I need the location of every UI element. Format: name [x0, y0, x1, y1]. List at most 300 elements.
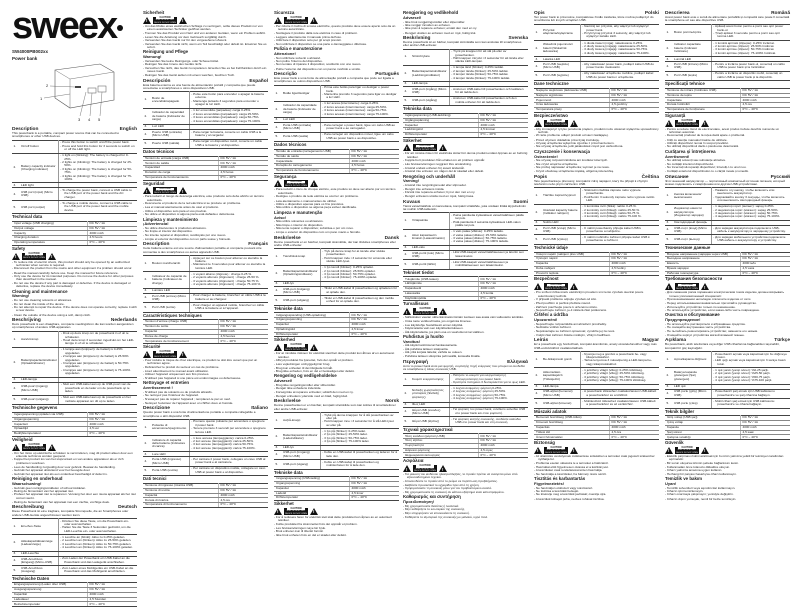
caution-text: RISK OF ELECTRIC SHOCK DO NOT OPEN — [154, 189, 176, 194]
bullet-item: - 2 luci accese (lampeggianti): carica 25-50%. — [191, 440, 266, 443]
bullet-item: - Stisknutím tlačítka zapnete nebo vypnete powerbanku. — [582, 189, 657, 196]
exclamation-mark: ! — [442, 309, 444, 315]
bullet-item: - 3 diody świecą (migają): naładowanie 50-75%. — [582, 48, 657, 51]
item-notes — [59, 331, 137, 347]
warning-heading: Advarsel! — [403, 14, 422, 20]
spec-value: 4000 мАч — [740, 262, 790, 267]
description-title: Popis — [534, 174, 548, 180]
spec-label: Temperatura pracy — [534, 107, 609, 112]
spec-value: 4000 mAh — [218, 493, 268, 498]
bullet-item: - 3 lampjes aan (knipperen): de batterij is 50-75% opgeladen. — [61, 362, 136, 369]
spec-value: 4000 mAh — [87, 592, 137, 597]
item-label: Porta USB (saída) — [282, 132, 321, 142]
item-number: 2. — [12, 535, 20, 551]
spec-value: DC 5V / 1A — [218, 320, 268, 325]
item-label: Wskaźnik pojemności baterii (Wskaźnik ładowania) — [542, 40, 581, 56]
language-section-de — [143, 11, 268, 78]
description-title: Beskrivelse — [274, 235, 301, 241]
bullet-item: - Per ridurre il rischio di scosse elettriche, questo prodotto deve essere aperto solo da un tecnico autorizzato. — [274, 25, 399, 32]
callout-2: 2 — [46, 83, 49, 88]
item-label: Batterikapasitetsindikator (Ladeindikator) — [282, 429, 321, 445]
warning-triangle-icon — [665, 120, 673, 127]
spec-label: Üzemi hőmérséklet — [534, 435, 609, 440]
intro-text: Ez a powerbank egy hordozható, kompakt áramforrás, amely okostelefonokhoz vagy más USB-eszközökhöz csatlakoztatható. — [534, 342, 657, 350]
description-row — [534, 188, 659, 204]
notes-list — [582, 42, 657, 56]
bullet-item: - Prima este botão para ligar ou desligar o power bank. — [322, 86, 397, 93]
language-name: Deutsch — [118, 505, 137, 511]
item-number: 4. — [665, 225, 673, 235]
spec-value: 4000 mAh — [349, 486, 399, 491]
warning-triangle-icon — [570, 120, 578, 127]
spec-value: 0°C ~ 40°C — [740, 107, 790, 112]
item-label: USB-порт (вход) (Micro USB) — [673, 225, 712, 235]
description-row — [403, 373, 528, 386]
description-title: Description — [143, 242, 170, 248]
bullet-item: - LED ışığı açmak veya kapatmak için 3 saniye basılı tutun. — [713, 359, 788, 366]
bullet-item: - Aby naładować power bank, podłącz kabel USB do power banku i ładowarki. — [582, 63, 657, 70]
description-row — [403, 96, 528, 106]
safety-heading: Sécurité — [143, 344, 161, 350]
bullet-item: - Для зарядки мобильного устройства подключите USB-кабель к аккумулятору и устройству. — [713, 236, 788, 243]
intro-text: Tato powerbanka je přenosný, kompaktní zdroj napájení, který lze připojit k chytrým telefonům nebo jiným zařízením USB. — [534, 178, 649, 187]
bullet-item: - To reduce risk of electric shock, this product should only be opened by an authorized technician when service is required. — [12, 261, 137, 268]
bullet-item: - Cihazı onarmaya çalışmayın; yenisiyle değiştirin. — [665, 493, 790, 496]
item-number: 2. — [12, 347, 20, 377]
bullet-item: - 1 lampa tänd (blinkar): 0-25% laddat. — [451, 66, 526, 69]
bullet-item: - Tryk på denne knap for at tænde eller slukke powerbanken. — [322, 250, 397, 257]
caution-label: CAUTION — [547, 284, 565, 286]
spec-value: DC 5V / 1A — [218, 483, 268, 488]
spec-value: DC 5V / 1A — [740, 257, 790, 262]
technical-data-heading: Műszaki adatok — [534, 408, 567, 414]
warning-triangle-icon — [310, 17, 318, 24]
bullet-item: - Țineți apăsat 3 secunde pentru a porni sau opri lumina LED. — [713, 32, 788, 39]
notes-list — [713, 72, 788, 79]
spec-row — [143, 339, 268, 344]
bullet-item: - Lesen Sie die Anleitung vor dem Gebrauch sorgfältig durch. — [143, 36, 268, 39]
exclamation-mark: ! — [313, 18, 315, 24]
bullet-item: - No utilice el dispositivo si alguna pieza está dañada o defectuosa. — [143, 213, 268, 216]
notes-list — [582, 390, 657, 397]
technical-data-table — [274, 476, 399, 501]
spec-label: Napięcie wyjściowe — [534, 93, 609, 98]
item-number: 2. — [274, 101, 282, 117]
exclamation-mark: ! — [668, 448, 670, 454]
caution-text: RISK OF ELECTRIC SHOCK DO NOT OPEN — [676, 449, 698, 454]
spec-row — [274, 168, 399, 173]
spec-label: Выходное напряжение — [665, 257, 740, 262]
bullet-item: - Нажмите эту кнопку, чтобы включить или выключить аккумулятор. — [713, 189, 788, 196]
notes-list — [582, 236, 657, 243]
spec-value: 0°C ~ 40°C — [609, 271, 659, 276]
bullet-item: - Do not attempt to repair the device. If the device does not operate correctly, replace it with a new device. — [12, 306, 137, 313]
bullet-item: - 2 lampor tända (blinkar): 25-50% laddat. — [451, 70, 526, 73]
cleaning-heading: Čištění a údržba — [534, 312, 568, 318]
description-table — [143, 91, 268, 149]
item-number: 3. — [12, 551, 20, 556]
cleaning-heading: Reiniging en onderhoud — [12, 476, 63, 482]
bullet-item: - Reinig de buitenkant van het apparaat met een zachte, vochtige doek. — [12, 501, 137, 504]
warning-heading: Avertisment! — [665, 153, 690, 159]
notes-list — [322, 451, 397, 458]
spec-value: DC 5V / 1A — [87, 221, 137, 226]
safety-list — [12, 261, 137, 271]
bullet-item: - Deconectați produsul de la rețea dacă apare o problemă. — [665, 134, 790, 137]
item-notes — [580, 204, 659, 220]
bullet-item: - Não limpe o interior do dispositivo. — [274, 224, 399, 227]
bullet-item: - 2 ışık yanık (yanıp söner): %25-50 şarjlı. — [713, 372, 788, 375]
notes-list — [61, 383, 136, 393]
bullet-item: - Håll knappen intryckt i 3 sekunder för att tända eller släcka LED-lampan. — [451, 57, 526, 64]
description-row — [665, 40, 790, 56]
spec-label: Tensione di ingresso (ricarica USB) — [143, 483, 218, 488]
description-row — [403, 407, 528, 417]
bullet-item: - W razie problemu odłącz produkt od sieci zasilającej. — [534, 134, 659, 137]
bullet-item: - Liitä USB-kaapeli varavirtalähteeseen ja laturiin sen lataamiseksi. — [451, 251, 526, 258]
caution-label: CAUTION — [287, 181, 305, 183]
item-label: USB portu (giriş) (Micro USB) — [673, 389, 712, 399]
description-row — [143, 92, 268, 108]
item-label: Ένδειξη χωρητικότητας μπαταρίας (Ένδειξη φόρτισης) — [411, 386, 450, 402]
spec-label: Çalışma sıcaklığı — [665, 435, 740, 440]
item-number: 5. — [403, 96, 411, 106]
spec-label: Kapacita — [534, 262, 609, 267]
notes-list — [582, 400, 657, 407]
bullet-item: - Mantenga pulsado 3 segundos para encender o apagar la luz LED. — [191, 100, 266, 107]
item-label: USB-port (udgang) — [282, 296, 321, 306]
bullet-item: - Aby naładować urządzenie mobilne, podłącz kabel USB do power banku i urządzenia. — [582, 72, 657, 79]
caution-label: CAUTION — [156, 17, 174, 19]
cleaning-list — [403, 195, 528, 198]
safety-heading: Güvenlik — [665, 440, 684, 446]
item-label: Indicator capacitate baterie (Indicator încărcare) — [673, 40, 712, 56]
item-label: USB-port (inngang) (Micro USB) — [282, 450, 321, 460]
notes-list — [191, 140, 266, 147]
product-type: Power bank — [12, 56, 38, 61]
spec-label: Czas ładowania — [534, 103, 609, 108]
item-notes — [189, 436, 268, 452]
bullet-item: - 3 jelzőfény világít (villog): 50-75% töltöttség. — [582, 376, 657, 379]
caution-label: CAUTION — [547, 120, 565, 122]
bullet-item: - Zum Laden der Powerbank ein USB-Kabel an die Powerbank und das Ladegerät anschließen. — [60, 557, 135, 564]
language-section-de — [12, 505, 137, 607]
spec-label: Uitgangsspanning — [12, 417, 87, 422]
item-notes — [580, 399, 659, 409]
item-label: Φως LED — [411, 402, 450, 407]
bullet-item: - Перед использованием внимательно прочитайте руководство. — [665, 302, 790, 305]
bullet-item: - To charge the power bank, connect a USB cable to the USB port of the power bank and the AC charger. — [60, 189, 135, 199]
description-table — [274, 248, 399, 306]
item-label: Indicador de capacidad de batería (Indicador de carga) — [151, 108, 190, 124]
callout-5: 5 — [98, 117, 101, 122]
warning-triangle-icon — [403, 308, 411, 315]
item-number: 4. — [274, 450, 282, 460]
warning-heading: Ostrzeżenie! — [534, 153, 558, 159]
item-notes — [449, 229, 528, 245]
notes-list — [191, 467, 266, 474]
description-row — [665, 188, 790, 204]
item-number: 2. — [534, 204, 542, 220]
spec-value: 0°C ~ 40°C — [218, 503, 268, 508]
exclamation-mark: ! — [313, 509, 315, 515]
item-number: 4. — [143, 293, 151, 303]
spec-label: Kapasitet — [274, 486, 349, 491]
item-number: 1. — [403, 49, 411, 65]
item-number: 2. — [274, 429, 282, 445]
item-label: Tlačítko zapnutí/vypnutí — [542, 188, 581, 204]
spec-row — [403, 296, 528, 301]
intro-text: Αυτό το power bank είναι μια φορητή, συμπαγής πηγή ενέργειας που μπορεί να συνδεθεί σε smartphone ή άλλες συσκευές USB. — [403, 363, 525, 372]
bullet-item: - 2 lys tændt (blinker): 25-50% opladet. — [322, 270, 397, 273]
item-number: 1. — [143, 92, 151, 108]
bullet-item: - Używaj urządzenia wyłącznie zgodnie z przeznaczeniem. — [534, 142, 659, 145]
item-label: Av/på-knapp — [282, 412, 321, 428]
item-number: 1. — [665, 351, 673, 367]
cleaning-list — [665, 170, 790, 173]
safety-heading: Sikkerhet — [274, 501, 294, 507]
item-number: 5. — [665, 235, 673, 245]
notes-list — [451, 50, 526, 64]
item-notes — [711, 40, 790, 56]
language-section-no — [274, 399, 399, 537]
language-name: Magyar — [642, 338, 659, 344]
spec-label: Θερμοκρασία λειτουργίας — [403, 453, 478, 458]
item-number: 5. — [12, 395, 20, 405]
bullet-item: - Desconecte el producto de la red eléctrica si se produce un problema. — [143, 202, 268, 205]
warning-triangle-icon — [179, 351, 187, 358]
item-number: 3. — [403, 82, 411, 87]
description-row — [534, 62, 659, 72]
item-notes — [711, 225, 790, 235]
item-notes — [189, 272, 268, 288]
warning-triangle-icon — [143, 351, 151, 358]
notes-list — [713, 227, 788, 234]
bullet-item: - 3 lys på (blinker): 50-75% ladet. — [322, 437, 397, 440]
spec-value: DC 5V / 1A — [349, 313, 399, 318]
bullet-item: - Χρησιμοποιείτε τη συσκευή μόνο για τον προβλεπόμενο σκοπό. — [403, 487, 528, 490]
bullet-item: - Scollegare il prodotto dalla rete elettrica in caso di problemi. — [274, 32, 399, 35]
spec-value: 4000 mAh — [609, 98, 659, 103]
item-label: Puerto USB (salida) — [151, 139, 190, 149]
item-label: Virtapainike — [411, 213, 450, 229]
caution-text: RISK OF ELECTRIC SHOCK DO NOT OPEN — [285, 19, 307, 24]
spec-label: Tensión de salida — [143, 161, 218, 166]
bullet-item: - Halten Sie die Taste 3 Sekunden gedrückt, um die LED-Leuchte ein- oder auszuschalten. — [60, 526, 135, 533]
bullet-item: - Herhangi bir parçası hasarlıysa cihazı kullanmayın. — [665, 473, 790, 476]
intro-text: Denna powerbank är en bärbar, kompakt strömkälla som kan anslutas till smartphones eller andra USB-enheter. — [403, 39, 522, 48]
safety-list — [274, 352, 399, 362]
spec-row — [534, 107, 659, 112]
bullet-item: - Sluit een USB-kabel aan op de USB-poort van de powerbank en de lader om de powerbank op te laden. — [61, 383, 136, 393]
item-notes — [58, 556, 137, 566]
caution-text: RISK OF ELECTRIC SHOCK DO NOT OPEN — [545, 449, 567, 454]
bullet-item: - 4 lampor tända (blinkar): 75-100% laddat. — [451, 77, 526, 80]
technical-data-heading: Teknik bilgiler — [665, 408, 695, 414]
safety-list — [534, 302, 659, 312]
bullet-item: - Tryck på knappen för att slå på eller av powerbanken. — [451, 50, 526, 57]
spec-value: 4000 mAh — [478, 287, 528, 292]
bullet-item: - Bir sorun oluşursa ürünün şebeke bağlantısını kesin. — [665, 462, 790, 465]
notes-list — [322, 86, 397, 100]
item-notes — [320, 123, 399, 133]
description-row — [143, 303, 268, 313]
bullet-item: - Temizlik solventleri veya aşındırıcılar kullanmayın. — [665, 487, 790, 490]
item-notes — [320, 296, 399, 306]
language-name: Português — [375, 71, 399, 77]
item-number: 4. — [403, 250, 411, 260]
spec-value: DC 5V / 1A — [87, 226, 137, 231]
bullet-item: - Pentru a încărca un dispozitiv mobil, conectați un cablu USB la power bank și la dispozitiv. — [713, 72, 788, 79]
language-name: Čeština — [641, 174, 659, 180]
item-notes — [449, 260, 528, 270]
spec-row — [12, 431, 137, 436]
spec-value: 4,5 horas — [349, 164, 399, 169]
bullet-item: - Удерживайте кнопку 3 секунды, чтобы включить или выключить светодиодный фонарь. — [713, 196, 788, 203]
safety-heading: Bezpečnost — [534, 276, 559, 282]
description-row — [665, 368, 790, 384]
bullet-item: - Pulire l'esterno del dispositivo con un panno morbido e umido. — [274, 68, 399, 71]
bullet-item: - 1 valo palaa (vilkkuu): 0-25% ladattu. — [451, 230, 526, 233]
bullet-item: - Sähköiskun vaaran vähentämiseksi tämän tuotteen saa avata vain valtuutettu teknikko. — [403, 316, 528, 319]
bullet-item: - Lees de handleiding zorgvuldig door voor gebruik. Bewaar de handleiding. — [12, 466, 137, 469]
item-notes — [711, 24, 790, 40]
power-bank-illustration — [30, 62, 125, 124]
spec-label: Udgangsspænding — [274, 318, 349, 323]
technical-data-heading: Technical data — [12, 214, 43, 220]
intro-text: This powerbank is a portable, compact power source that can be connected to smartphones or other USB devices. — [12, 131, 120, 139]
caution-pictogram — [274, 180, 399, 187]
spec-value: DC 5V / 1A — [478, 434, 528, 439]
safety-list — [274, 516, 399, 526]
cleaning-heading: Rengöring och underhåll — [403, 173, 455, 179]
caution-pictogram — [534, 120, 659, 127]
bullet-item: - Μην καθαρίζετε το εσωτερικό της συσκευής. — [403, 508, 528, 511]
spec-value: DC 5V / 1A — [609, 420, 659, 425]
spec-value: 0°C ~ 40°C — [349, 168, 399, 173]
notes-list — [451, 214, 526, 228]
technical-data-heading: Datos técnicos — [143, 149, 175, 154]
description-table — [665, 24, 790, 82]
item-notes — [580, 71, 659, 81]
spec-value: 0°C ~ 40°C — [609, 435, 659, 440]
notes-list — [582, 369, 657, 383]
bullet-item: - Για φόρτιση κινητής συσκευής, συνδέστε καλώδιο USB στο power bank και στη συσκευή. — [451, 418, 526, 425]
exclamation-mark: ! — [537, 448, 539, 454]
item-notes — [711, 71, 790, 81]
cleaning-list — [12, 501, 137, 504]
language-name: Türkçe — [774, 338, 790, 344]
notes-list — [322, 414, 397, 428]
callout-4: 4 — [88, 117, 91, 122]
spec-value: 4,5 ore — [218, 498, 268, 503]
safety-list — [534, 455, 659, 465]
bullet-item: - Pro snížení rizika úrazu elektrickým proudem smí tento výrobek otevírat pouze autorizovaný technik. — [534, 291, 659, 298]
item-label: On/off button — [20, 140, 59, 153]
notes-list — [451, 251, 526, 258]
warning-triangle-icon — [179, 17, 187, 24]
warning-heading: Advarsel! — [274, 378, 293, 384]
bullet-item: - Para reduzir o risco de choque elétrico, este produto só deve ser aberto por um técnico autorizado. — [274, 188, 399, 195]
bullet-item: - Mobil cihazı şarj etmek için USB kablosunu powerbank'e ve cihaza bağlayın. — [713, 400, 788, 407]
bullet-item: - Brug ikke enheden, hvis en del er beskadiget eller defekt. — [274, 370, 399, 373]
bullet-item: - Para cargar un dispositivo móvil, conecte un cable USB a la batería y al dispositivo. — [191, 140, 266, 147]
bullet-item: - Nie używaj urządzenia, jeśli jakakolwiek część jest uszkodzona. — [534, 145, 659, 148]
item-number: 2. — [143, 108, 151, 124]
item-number: 2. — [403, 386, 411, 402]
bullet-item: - Desligue o produto da rede elétrica se ocorrer um problema. — [274, 195, 399, 198]
caution-label: CAUTION — [287, 508, 305, 510]
bullet-item: - Az áramütés veszélyének csökkentése érdekében a terméket csak jogosult szakember nyithatja fel. — [534, 455, 659, 462]
description-row — [274, 296, 399, 306]
description-row — [274, 460, 399, 470]
notes-list — [191, 294, 266, 301]
intro-text: Denne powerbank er en bærbar, kompakt strømkilde, der kan tilsluttes smartphones eller andre USB-enheder. — [274, 239, 396, 248]
spec-label: Latausaika — [403, 291, 478, 296]
bullet-item: - Druk op deze knop om de powerbank in of uit te schakelen. — [61, 332, 136, 339]
warning-triangle-icon — [274, 180, 282, 187]
description-row — [534, 399, 659, 409]
cleaning-list — [12, 314, 137, 317]
bullet-item: - 2 lys på (blinker): 25-50% ladet. — [322, 433, 397, 436]
spec-value: 4000 mAh — [87, 231, 137, 236]
bullet-item: - 3 Leuchten an (blinken): Akku zu 50-75% geladen. — [60, 543, 135, 546]
spec-label: Capacitate — [665, 98, 740, 103]
bullet-item: - Drücken Sie diese Taste, um die Powerbank ein- oder auszuschalten. — [60, 520, 135, 527]
notes-list — [713, 369, 788, 383]
item-notes — [711, 188, 790, 204]
cleaning-heading: Reinigung und Pflege — [143, 49, 189, 55]
description-row — [534, 24, 659, 40]
caution-text: RISK OF ELECTRIC SHOCK DO NOT OPEN — [23, 446, 45, 451]
notes-list — [713, 205, 788, 219]
item-notes — [580, 24, 659, 40]
bullet-item: - Only use the device for its intended purposes. Do not use the device for other purposes than described in the manual. — [12, 275, 137, 282]
item-label: Lumière LED — [151, 288, 190, 293]
spec-label: Driftstemperatur — [403, 132, 478, 137]
bullet-item: - Débranchez le produit du secteur en cas de problème. — [143, 366, 268, 369]
item-label: Porta USB (uscita) — [151, 466, 190, 476]
item-label: LED-valo — [411, 245, 450, 250]
item-label: USB port (output) — [20, 201, 59, 214]
exclamation-mark: ! — [406, 309, 408, 315]
spec-label: Tension de sortie — [143, 325, 218, 330]
item-label: USB-aljzat (bemenet) (Micro USB) — [542, 389, 581, 399]
item-notes — [711, 62, 790, 72]
bullet-item: - Premere questo pulsante per accendere o spegnere il power bank. — [191, 420, 266, 427]
bullet-item: - 4 индикатора горят (мигают): заряд 75-100%. — [713, 215, 788, 218]
notes-list — [191, 93, 266, 107]
caution-pictogram — [665, 283, 790, 290]
bullet-item: - 3 ışık yanık (yanıp söner): %50-75 şarjlı. — [713, 376, 788, 379]
bullet-item: - 3 lumini aprinse (clipesc): 50-75% încărcat. — [713, 48, 788, 51]
spec-value: 4000 mAh — [478, 443, 528, 448]
warning-triangle-icon — [48, 253, 56, 260]
intro-text: Deze powerbank is een draagbare, compacte voedingsbron die kan worden aangesloten op smartphones of andere USB-apparaten. — [12, 321, 134, 330]
bullet-item: - Press this button to switch on/off the power bank. — [60, 141, 135, 144]
language-section-ru — [665, 175, 790, 338]
warning-triangle-icon — [701, 447, 709, 454]
notes-list — [191, 458, 266, 465]
technical-data-heading: Tekniske data — [274, 469, 303, 475]
caution-text: RISK OF ELECTRIC SHOCK DO NOT OPEN — [676, 285, 698, 290]
technical-data-table — [665, 252, 790, 277]
spec-label: Capacidade — [274, 159, 349, 164]
column-2 — [143, 10, 268, 509]
bullet-item: - Naciśnij ten przycisk, aby włączyć lub wyłączyć power bank. — [582, 25, 657, 32]
description-row — [403, 229, 528, 245]
spec-label: Capacità — [143, 493, 218, 498]
